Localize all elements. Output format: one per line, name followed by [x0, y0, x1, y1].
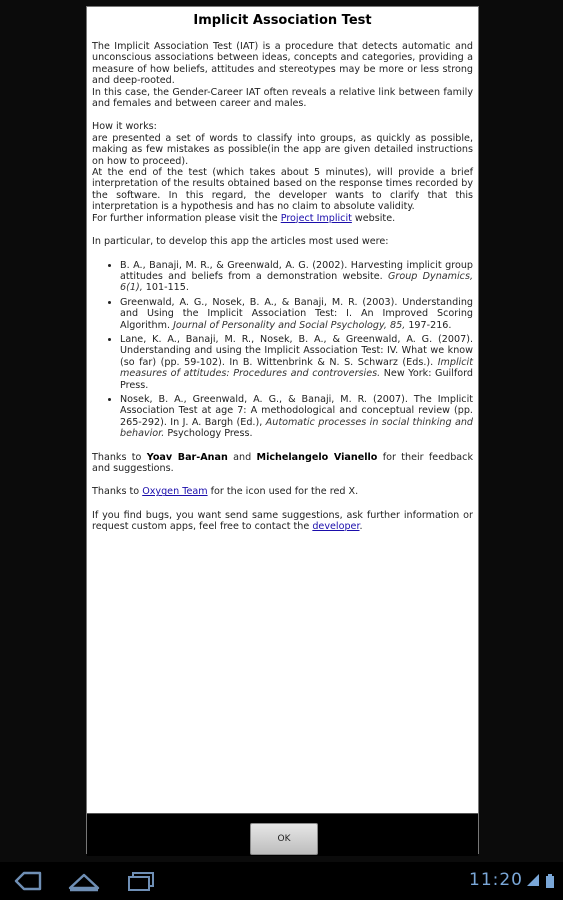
ok-button[interactable]: OK — [250, 823, 318, 855]
developer-link[interactable]: developer — [312, 521, 360, 533]
bugs-pre: If you find bugs, you want send same suggestions, ask further information or request custom apps, feel free to contact the — [92, 509, 473, 533]
intro-text: The Implicit Association Test (IAT) is a procedure that detects automatic and unconscious associations between ideas, concepts and categories, providing a measure of how beliefs, attitudes and stereotypes may be more or less strong and deep-rooted. — [92, 41, 473, 87]
ref-pages: Psychology Press. — [164, 428, 253, 440]
thanks-feedback — [92, 452, 473, 475]
reference-item — [120, 334, 473, 391]
wifi-icon — [527, 874, 539, 886]
icon-post: for the icon used for the red X. — [207, 486, 359, 498]
ref-journal: Group Dynamics, 6(1), — [120, 270, 473, 294]
recent-apps-icon[interactable] — [124, 870, 160, 892]
dialog-content — [92, 41, 473, 545]
status-icons — [525, 872, 557, 890]
icon-pre: Thanks to — [92, 486, 143, 498]
about-dialog — [86, 6, 479, 854]
bugs-post: . — [359, 521, 363, 533]
back-icon[interactable] — [10, 870, 46, 892]
ref-text: B. A., Banaji, M. R., & Greenwald, A. G. (2002). Harvesting implicit group attitudes and beliefs from a demonstration website. — [120, 259, 473, 282]
clock: 11:20 — [469, 870, 523, 890]
articles-intro: In particular, to develop this app the articles most used were: — [92, 236, 389, 248]
how-text-2: At the end of the test (which takes about 5 minutes), will provide a brief interpretation of the results obtained based on the response times recorded by the software. In this regard, the developer wants to clarify that this interpretation is a hypothesis and has no claim to absolute validity. — [92, 167, 473, 213]
thanks-name-1: Yoav Bar-Anan — [146, 451, 228, 463]
how-text-1: are presented a set of words to classify into groups, as quickly as possible, making as few mistakes as possible(in the app are given detailed instructions on how to proceed). — [92, 132, 473, 167]
thanks-name-2: Michelangelo Vianello — [256, 451, 378, 463]
bugs-contact — [92, 510, 473, 533]
ref-text: Lane, K. A., Banaji, M. R., Nosek, B. A., & Greenwald, A. G. (2007). Understanding and using the Implicit Association Test: IV. What we know (so far) (pp. 59-102). In B. Wittenbrink & N. S. Schwarz (Eds.). — [120, 333, 473, 368]
reference-item — [120, 260, 473, 294]
thanks-post: for their feedback and suggestions. — [92, 451, 473, 474]
battery-icon — [546, 874, 554, 888]
ref-pages: 101-115. — [142, 282, 189, 294]
oxygen-team-link[interactable]: Oxygen Team — [142, 486, 208, 498]
ref-pages: New York: Guilford Press. — [120, 368, 473, 391]
dialog-button-bar — [87, 813, 478, 856]
ref-journal: Automatic processes in social thinking and behavior. — [120, 416, 473, 440]
ref-text: Greenwald, A. G., Nosek, B. A., & Banaji, M. R. (2003). Understanding and Using the Implicit Association Test: I. An Improved Scoring Algorithm. — [120, 296, 473, 331]
reference-item — [120, 297, 473, 331]
reference-item — [120, 394, 473, 440]
further-info — [92, 213, 473, 224]
home-icon[interactable] — [66, 870, 102, 892]
thanks-and: and — [227, 451, 257, 463]
dialog-title: Implicit Association Test — [193, 13, 372, 28]
system-navbar — [0, 862, 563, 900]
case-text: In this case, the Gender-Career IAT often reveals a relative link between family and females and between career and males. — [92, 86, 473, 110]
project-implicit-link[interactable]: Project Implicit — [280, 212, 352, 224]
ref-journal: Implicit measures of attitudes: Procedures and controversies. — [120, 356, 473, 380]
ref-text: Nosek, B. A., Greenwald, A. G., & Banaji, M. R. (2007). The Implicit Association Test at age 7: A methodological and conceptual review (pp. 265-292). In J. A. Bargh (Ed.), — [120, 393, 473, 428]
how-title: How it works: — [92, 121, 157, 133]
further-post: website. — [351, 212, 396, 224]
further-pre: For further information please visit the — [92, 212, 281, 224]
thanks-pre: Thanks to — [92, 451, 147, 463]
reference-list — [92, 260, 473, 440]
ref-journal: Journal of Personality and Social Psychology, 85, — [173, 319, 406, 331]
thanks-icon — [92, 486, 473, 497]
ref-pages: 197-216. — [405, 319, 452, 331]
